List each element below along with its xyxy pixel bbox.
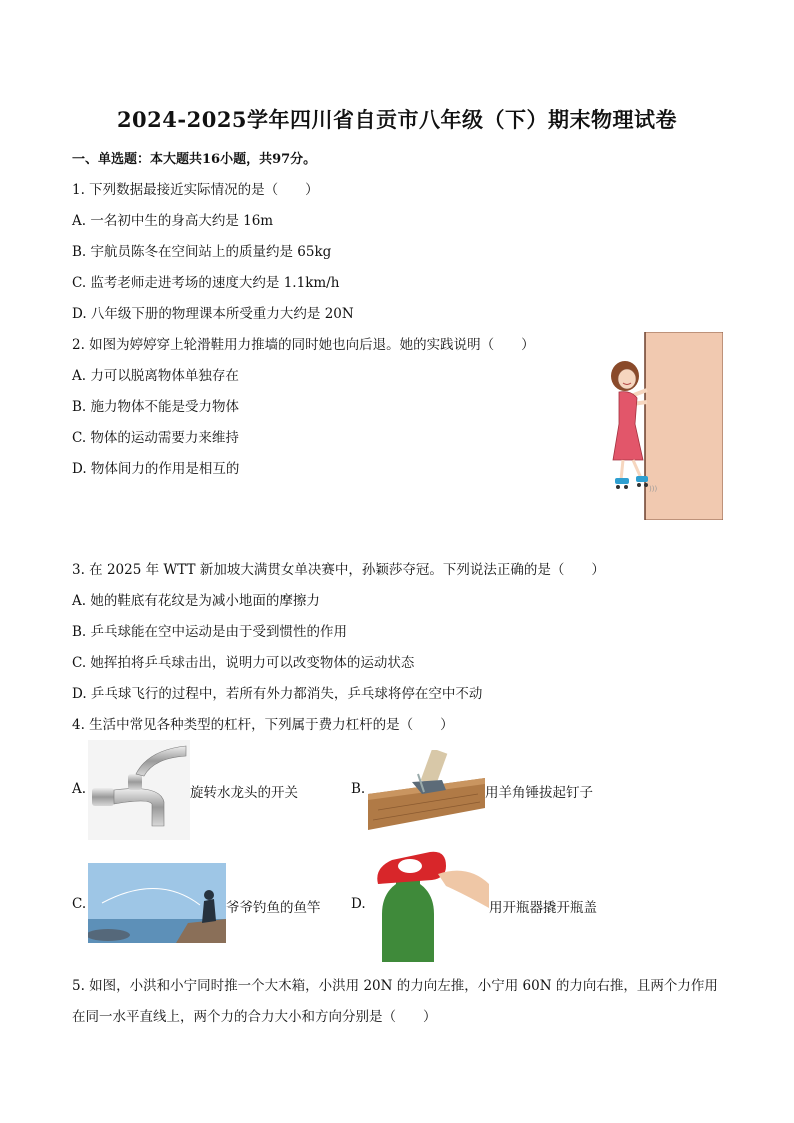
bottle-opener-image[interactable]: [368, 844, 489, 962]
question-2-option-b[interactable]: B. 施力物体不能是受力物体: [72, 399, 240, 415]
svg-text:))): ))): [649, 485, 658, 493]
question-4-option-a-text: 旋转水龙头的开关: [190, 785, 298, 801]
question-2-option-a[interactable]: A. 力可以脱离物体单独存在: [72, 368, 239, 384]
question-3-option-c[interactable]: C. 她挥拍将乒乓球击出，说明力可以改变物体的运动状态: [72, 655, 415, 671]
fishing-rod-image[interactable]: [88, 863, 226, 943]
question-4-option-c-label[interactable]: C.: [72, 896, 87, 912]
faucet-image[interactable]: [88, 740, 190, 840]
page-title: 2024-2025学年四川省自贡市八年级（下）期末物理试卷: [116, 107, 678, 132]
question-4-option-d-label[interactable]: D.: [351, 896, 366, 912]
question-4-option-a-label[interactable]: A.: [72, 781, 87, 797]
question-3-option-a[interactable]: A. 她的鞋底有花纹是为减小地面的摩擦力: [72, 593, 320, 609]
question-1-option-b[interactable]: B. 宇航员陈冬在空间站上的质量约是 65kg: [72, 244, 332, 260]
question-2-stem: 2. 如图为婷婷穿上轮滑鞋用力推墙的同时她也向后退。她的实践说明（ ）: [72, 337, 535, 353]
question-3-option-b[interactable]: B. 乒乓球能在空中运动是由于受到惯性的作用: [72, 624, 348, 640]
question-1-option-d[interactable]: D. 八年级下册的物理课本所受重力大约是 20N: [72, 306, 354, 322]
question-5-stem-line-2: 在同一水平直线上，两个力的合力大小和方向分别是（ ）: [72, 1009, 437, 1025]
claw-hammer-image[interactable]: [368, 750, 485, 830]
question-4-option-d-text: 用开瓶器撬开瓶盖: [489, 900, 597, 916]
question-4-option-c-text: 爷爷钓鱼的鱼竿: [226, 900, 321, 916]
question-1-option-c[interactable]: C. 监考老师走进考场的速度大约是 1.1km/h: [72, 275, 340, 291]
question-3-option-d[interactable]: D. 乒乓球飞行的过程中，若所有外力都消失，乒乓球将停在空中不动: [72, 686, 483, 702]
question-1-option-a[interactable]: A. 一名初中生的身高大约是 16m: [72, 213, 274, 229]
question-1-stem: 1. 下列数据最接近实际情况的是（ ）: [72, 182, 319, 198]
question-4-option-b-label[interactable]: B.: [351, 781, 366, 797]
question-5-stem-line-1: 5. 如图，小洪和小宁同时推一个大木箱，小洪用 20N 的力向左推，小宁用 60N 的力向右推，且两个力作用: [72, 978, 718, 994]
question-4-stem: 4. 生活中常见各种类型的杠杆，下列属于费力杠杆的是（ ）: [72, 717, 454, 733]
section-heading: 一、单选题：本大题共16小题，共97分。: [72, 152, 317, 167]
question-2-option-d[interactable]: D. 物体间力的作用是相互的: [72, 461, 240, 477]
girl-pushing-wall-illustration: [605, 332, 723, 520]
question-3-stem: 3. 在 2025 年 WTT 新加坡大满贯女单决赛中，孙颖莎夺冠。下列说法正确的是（ ）: [72, 562, 605, 578]
question-2-option-c[interactable]: C. 物体的运动需要力来维持: [72, 430, 239, 446]
question-4-option-b-text: 用羊角锤拔起钉子: [485, 785, 593, 801]
